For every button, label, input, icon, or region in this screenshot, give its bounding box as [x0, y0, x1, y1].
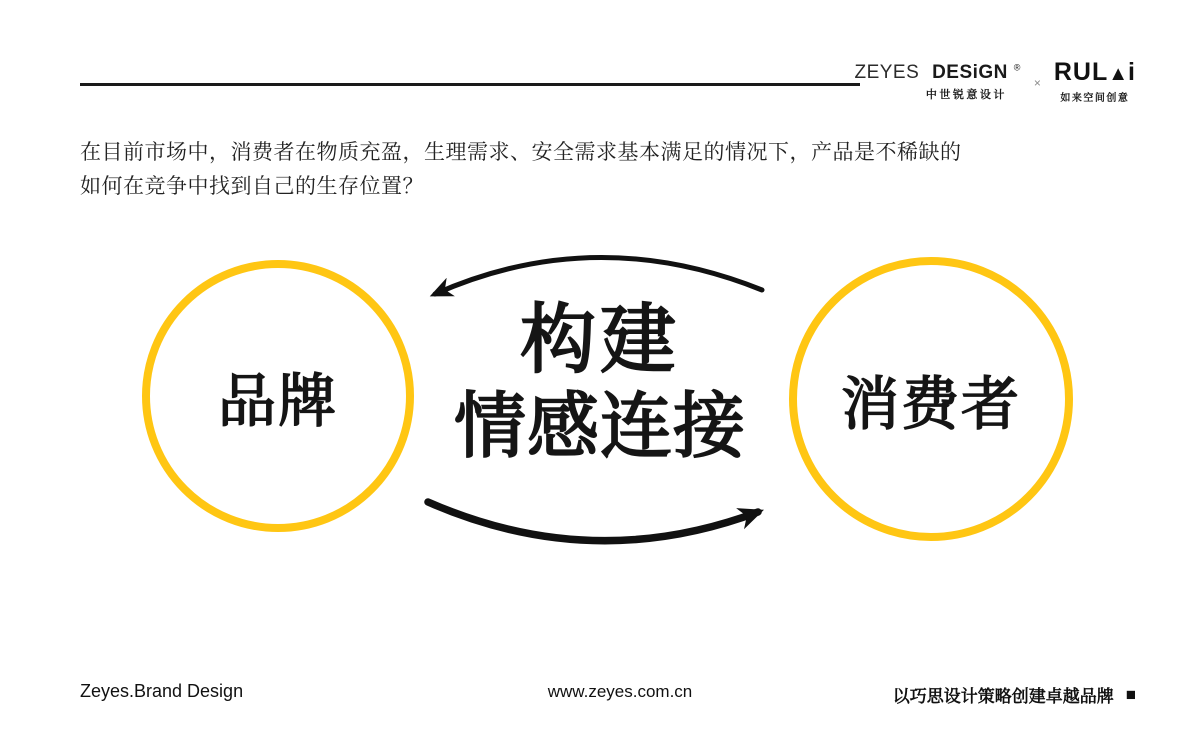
rulai-wordmark-prefix: RUL [1053, 58, 1109, 86]
consumer-circle [789, 257, 1073, 541]
diagram-center-line-1: 构建 [520, 298, 680, 383]
cycle-arrows [410, 220, 780, 590]
arrow-top-to-brand [435, 257, 762, 294]
footer-tagline [893, 682, 1136, 707]
rulai-logo [1054, 60, 1136, 104]
footer-brand-name: Zeyes.Brand Design [80, 681, 244, 701]
arrow-bottom-to-consumer [428, 502, 758, 541]
zeyes-logo-subtitle: 中世锐意设计 [925, 89, 1007, 101]
header-rule [80, 83, 860, 86]
rulai-wordmark [1054, 60, 1136, 86]
zeyes-wordmark-text: ZEYES [854, 62, 920, 83]
rulai-logo-subtitle: 如来空间创意 [1060, 93, 1130, 104]
zeyes-design-wordmark [854, 62, 1020, 84]
footer-tagline-text: 以巧思设计策略创建卓越品牌 [892, 687, 1114, 706]
footer-website-url: www.zeyes.com.cn [547, 682, 693, 701]
brand-circle-label: 品牌 [217, 369, 338, 434]
intro-line-1: 在目前市场中，消费者在物质充盈，生理需求、安全需求基本满足的情况下，产品是不稀缺的 [80, 141, 962, 164]
logo-separator-x-icon: × [1033, 76, 1041, 90]
rulai-triangle-a-icon: ▲ [1108, 63, 1129, 85]
emotional-connection-diagram [0, 220, 1200, 600]
brand-circle [142, 260, 414, 532]
zeyes-design-logo [854, 62, 1020, 102]
intro-paragraph [80, 136, 962, 204]
rulai-wordmark-suffix: i [1128, 58, 1136, 86]
logo-area [854, 60, 1136, 104]
consumer-circle-label: 消费者 [840, 372, 1021, 437]
intro-line-2: 如何在竞争中找到自己的生存位置？ [80, 175, 424, 198]
diagram-center-line-2: 情感连接 [453, 387, 746, 467]
registered-mark-icon: ® [1013, 62, 1021, 73]
design-wordmark-text: DESiGN [932, 62, 1008, 83]
footer-square-icon: ■ [1125, 685, 1136, 704]
